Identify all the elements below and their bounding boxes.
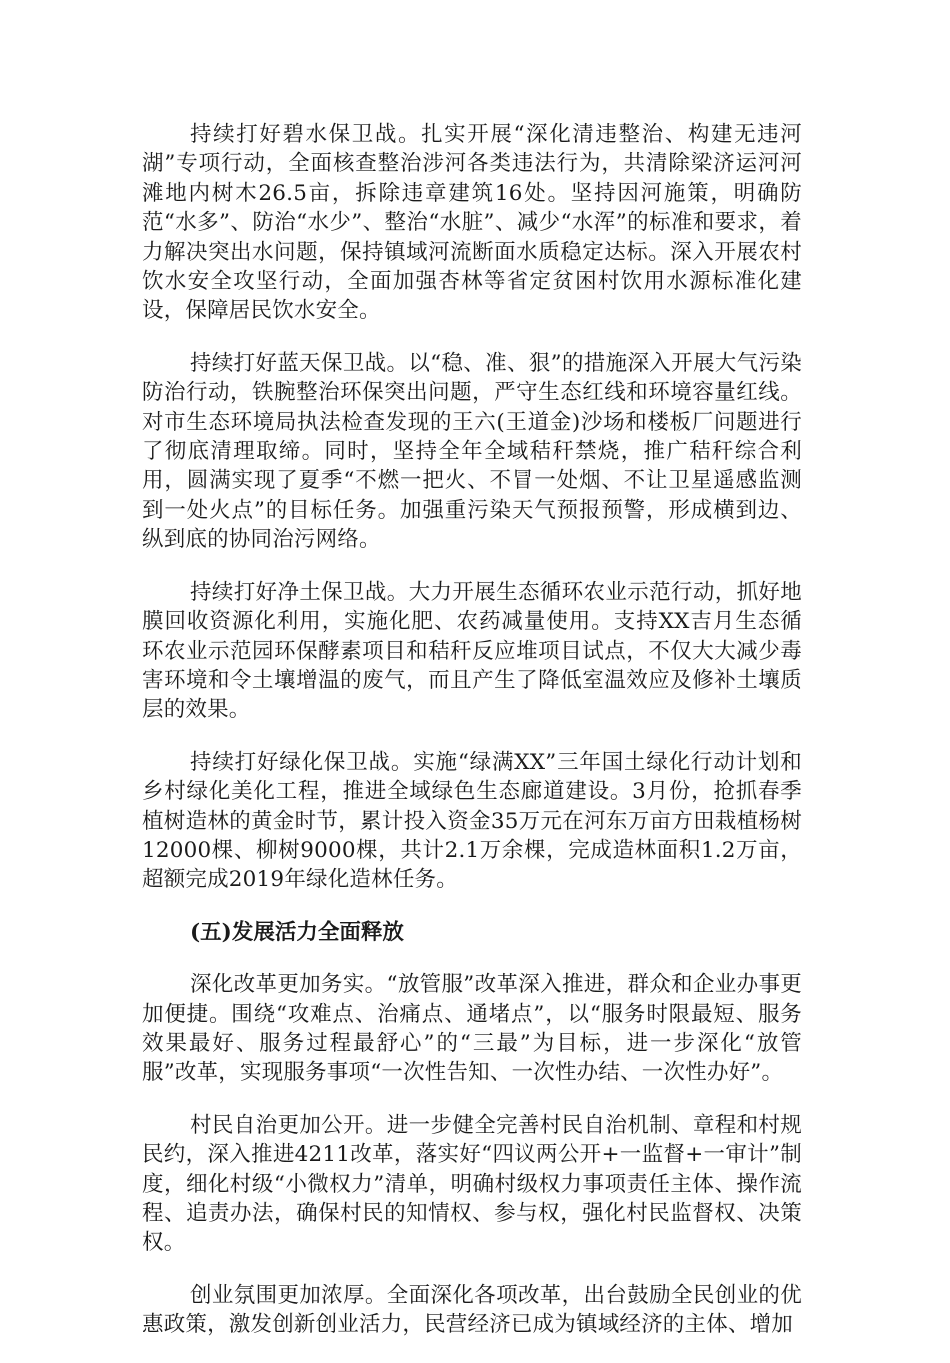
paragraph-water-protection: 持续打好碧水保卫战。扎实开展“深化清违整治、构建无违河湖”专项行动，全面核查整治涉河各类违法行为，共清除梁济运河河滩地内树木26.5亩，拆除违章建筑16处。坚持因河施策，明确防范“水多”、防治“水少”、整治“水脏”、减少“水浑”的标准和要求，着力解决突出水问题，保持镇域河流断面水质稳定达标。深入开展农村饮水安全攻坚行动，全面加强杏林等省定贫困村饮用水源标准化建设，保障居民饮水安全。: [142, 122, 802, 324]
section-heading: (五)发展活力全面释放: [190, 919, 404, 945]
paragraph-reform: 深化改革更加务实。“放管服”改革深入推进，群众和企业办事更加便捷。围绕“攻难点、治痛点、通堵点”，以“服务时限最短、服务效果最好、服务过程最舒心”的“三最”为目标，进一步深化“放管服”改革，实现服务事项“一次性告知、一次性办结、一次性办好”。: [142, 972, 802, 1086]
paragraph-soil-protection: 持续打好净土保卫战。大力开展生态循环农业示范行动，抓好地膜回收资源化利用，实施化肥、农药减量使用。支持XX吉月生态循环农业示范园环保酵素项目和秸秆反应堆项目试点，不仅大大减少毒害环境和令土壤增温的废气，而且产生了降低室温效应及修补土壤质层的效果。: [142, 579, 802, 723]
paragraph-blue-sky-protection: 持续打好蓝天保卫战。以“稳、准、狠”的措施深入开展大气污染防治行动，铁腕整治环保突出问题，严守生态红线和环境容量红线。对市生态环境局执法检查发现的王六(王道金)沙场和楼板厂问题进行了彻底清理取缔。同时，坚持全年全域秸秆禁烧，推广秸秆综合利用，圆满实现了夏季“不燃一把火、不冒一处烟、不让卫星遥感监测到一处火点”的目标任务。加强重污染天气预报预警，形成横到边、纵到底的协同治污网络。: [142, 350, 802, 553]
paragraph-greening-protection: 持续打好绿化保卫战。实施“绿满XX”三年国土绿化行动计划和乡村绿化美化工程，推进全域绿色生态廊道建设。3月份，抢抓春季植树造林的黄金时节，累计投入资金35万元在河东万亩方田栽植杨树12000棵、柳树9000棵，共计2.1万余棵，完成造林面积1.2万亩，超额完成2019年绿化造林任务。: [142, 749, 802, 893]
document-page: [142, 120, 802, 1363]
paragraph-village-autonomy: 村民自治更加公开。进一步健全完善村民自治机制、章程和村规民约，深入推进4211改革，落实好“四议两公开+一监督+一审计”制度，细化村级“小微权力”清单，明确村级权力事项责任主体、操作流程、追责办法，确保村民的知情权、参与权，强化村民监督权、决策权。: [142, 1112, 802, 1256]
paragraph-entrepreneurship: 创业氛围更加浓厚。全面深化各项改革，出台鼓励全民创业的优惠政策，激发创新创业活力，民营经济已成为镇域经济的主体、增加: [142, 1282, 802, 1338]
